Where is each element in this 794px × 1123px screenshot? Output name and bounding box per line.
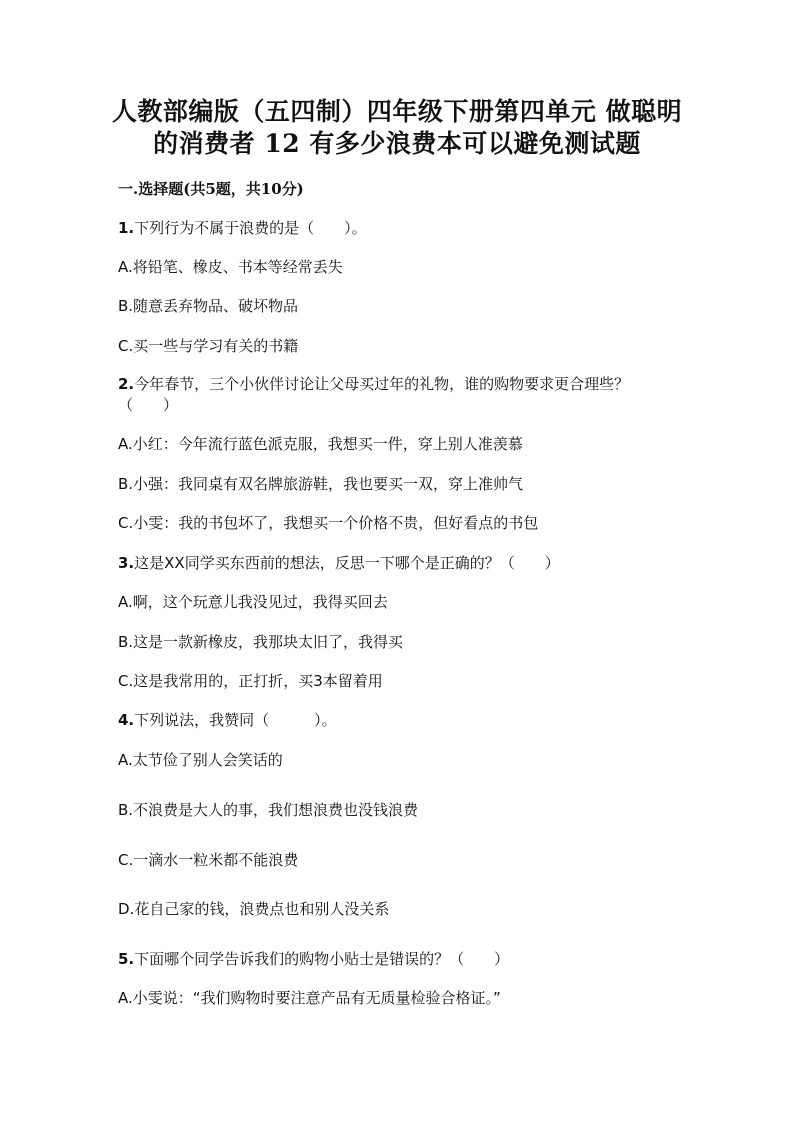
question-1 <box>118 218 367 238</box>
section-heading: 一.选择题(共5题，共10分) <box>118 180 304 198</box>
question-1-option-a: A.将铅笔、橡皮、书本等经常丢失 <box>118 258 343 276</box>
question-2-answer-blank: （ ） <box>118 396 179 414</box>
question-number: 1. <box>118 219 135 237</box>
question-3-option-c: C.这是我常用的，正打折，买3本留着用 <box>118 672 383 690</box>
question-number: 2. <box>118 375 135 393</box>
question-stem: 下列说法，我赞同（ ）。 <box>134 711 337 729</box>
question-1-option-b: B.随意丢弃物品、破坏物品 <box>118 297 299 315</box>
question-4-option-c: C.一滴水一粒米都不能浪费 <box>118 851 299 869</box>
question-3-option-b: B.这是一款新橡皮，我那块太旧了，我得买 <box>118 633 404 651</box>
question-4 <box>118 710 337 730</box>
question-2-option-c: C.小雯：我的书包坏了，我想买一个价格不贵，但好看点的书包 <box>118 514 539 532</box>
question-4-option-a: A.太节俭了别人会笑话的 <box>118 751 283 769</box>
document-title-line-2: 的消费者 12 有多少浪费本可以避免测试题 <box>153 129 641 158</box>
question-stem: 这是XX同学买东西前的想法，反思一下哪个是正确的？（ ） <box>134 554 560 572</box>
question-number: 3. <box>118 554 135 572</box>
question-4-option-b: B.不浪费是大人的事，我们想浪费也没钱浪费 <box>118 801 419 819</box>
question-4-option-d: D.花自己家的钱，浪费点也和别人没关系 <box>118 900 390 918</box>
question-1-option-c: C.买一些与学习有关的书籍 <box>118 337 299 355</box>
question-3-option-a: A.啊，这个玩意儿我没见过，我得买回去 <box>118 593 388 611</box>
question-stem: 今年春节，三个小伙伴讨论让父母买过年的礼物，谁的购物要求更合理些？ <box>134 375 630 393</box>
question-number: 4. <box>118 711 135 729</box>
question-stem: 下面哪个同学告诉我们的购物小贴士是错误的？（ ） <box>134 950 510 968</box>
question-2-option-b: B.小强：我同桌有双名牌旅游鞋，我也要买一双，穿上准帅气 <box>118 475 524 493</box>
question-stem: 下列行为不属于浪费的是（ ）。 <box>134 219 367 237</box>
question-2 <box>118 374 629 394</box>
question-3 <box>118 553 560 573</box>
document-title-line-1: 人教部编版（五四制）四年级下册第四单元 做聪明 <box>111 97 683 126</box>
question-number: 5. <box>118 950 135 968</box>
question-5 <box>118 949 509 969</box>
question-2-option-a: A.小红：今年流行蓝色派克服，我想买一件，穿上别人准羡慕 <box>118 435 523 453</box>
question-5-option-a: A.小雯说：“我们购物时要注意产品有无质量检验合格证。” <box>118 989 501 1007</box>
